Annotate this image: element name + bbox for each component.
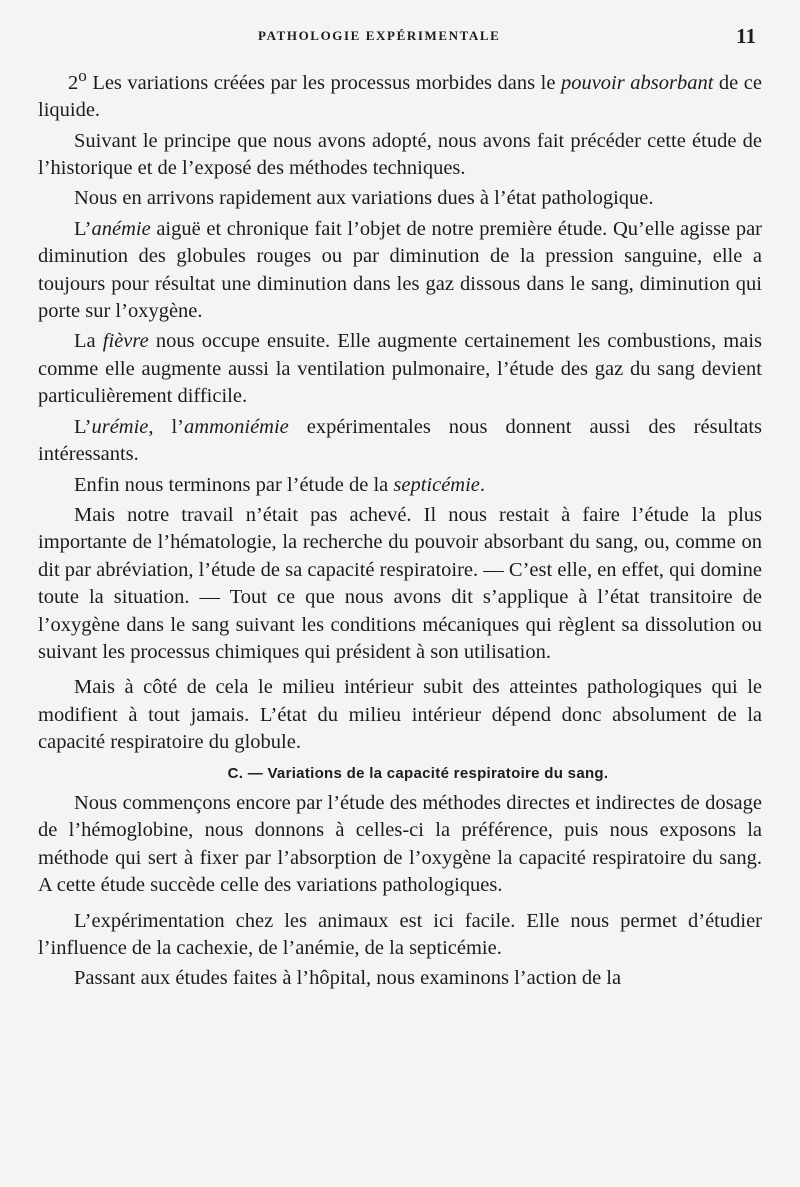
paragraph-11: L’expérimentation chez les animaux est ici facile. Elle nous permet d’étudier l’influence de la cachexie, de l’anémie, de la septicémie. — [38, 909, 762, 960]
running-head: PATHOLOGIE EXPÉRIMENTALE — [258, 28, 501, 43]
page-header — [0, 22, 800, 50]
paragraph-7: Enfin nous terminons par l’étude de la septicémie. — [74, 473, 486, 496]
section-heading: C. — Variations de la capacité respiratoire du sang. — [227, 764, 609, 782]
paragraph-5: La fièvre nous occupe ensuite. Elle augmente certainement les combustions, mais comme elle augmente aussi la ventilation pulmonaire, l’étude des gaz du sang devient particulièrement difficile. — [38, 330, 762, 408]
paragraph-1: 2$^o$ Les variations créées par les processus morbides dans le pouvoir absorbant de ce liquide. — [38, 66, 762, 122]
paragraph-4: L’anémie aiguë et chronique fait l’objet de notre première étude. Qu’elle agisse par diminution des globules rouges ou par diminution de la pression sanguine, elle a toujours pour résultat une diminution dans les gaz dissous dans le sang, diminution qui porte sur l’oxygène. — [38, 217, 762, 323]
paragraph-6: L’urémie, l’ammoniémie expérimentales nous donnent aussi des résultats intéressants. — [38, 415, 762, 466]
paragraph-2: Suivant le principe que nous avons adopté, nous avons fait précéder cette étude de l’historique et de l’exposé des méthodes techniques. — [38, 129, 762, 180]
page-number: 11 — [736, 24, 756, 48]
paragraph-9: Mais à côté de cela le milieu intérieur subit des atteintes pathologiques qui le modifient à tout jamais. L’état du milieu intérieur dépend donc absolument de la capacité respiratoire du globule. — [38, 676, 762, 754]
paragraph-12: Passant aux études faites à l’hôpital, nous examinons l’action de la — [74, 967, 622, 990]
paragraph-3: Nous en arrivons rapidement aux variations dues à l’état pathologique. — [74, 187, 654, 210]
body-text — [38, 62, 762, 996]
paragraph-8: Mais notre travail n’était pas achevé. Il nous restait à faire l’étude la plus importante de l’hématologie, la recherche du pouvoir absorbant du sang, ou, comme on dit par abréviation, l’étude de sa capacité respiratoire. — C’est elle, en effet, qui domine toute la situation. — Tout ce que nous avons dit s’applique à l’état transitoire de l’oxygène dans le sang suivant les conditions mécaniques qui règlent sa dissolution ou suivant les processus chimiques qui président à son utilisation. — [38, 503, 762, 663]
paragraph-10: Nous commençons encore par l’étude des méthodes directes et indirectes de dosage de l’hémoglobine, nous donnons à celles-ci la préférence, puis nous exposons la méthode qui sert à fixer par l’absorption de l’oxygène la capacité respiratoire du sang. A cette étude succède celle des variations pathologiques. — [38, 791, 762, 897]
